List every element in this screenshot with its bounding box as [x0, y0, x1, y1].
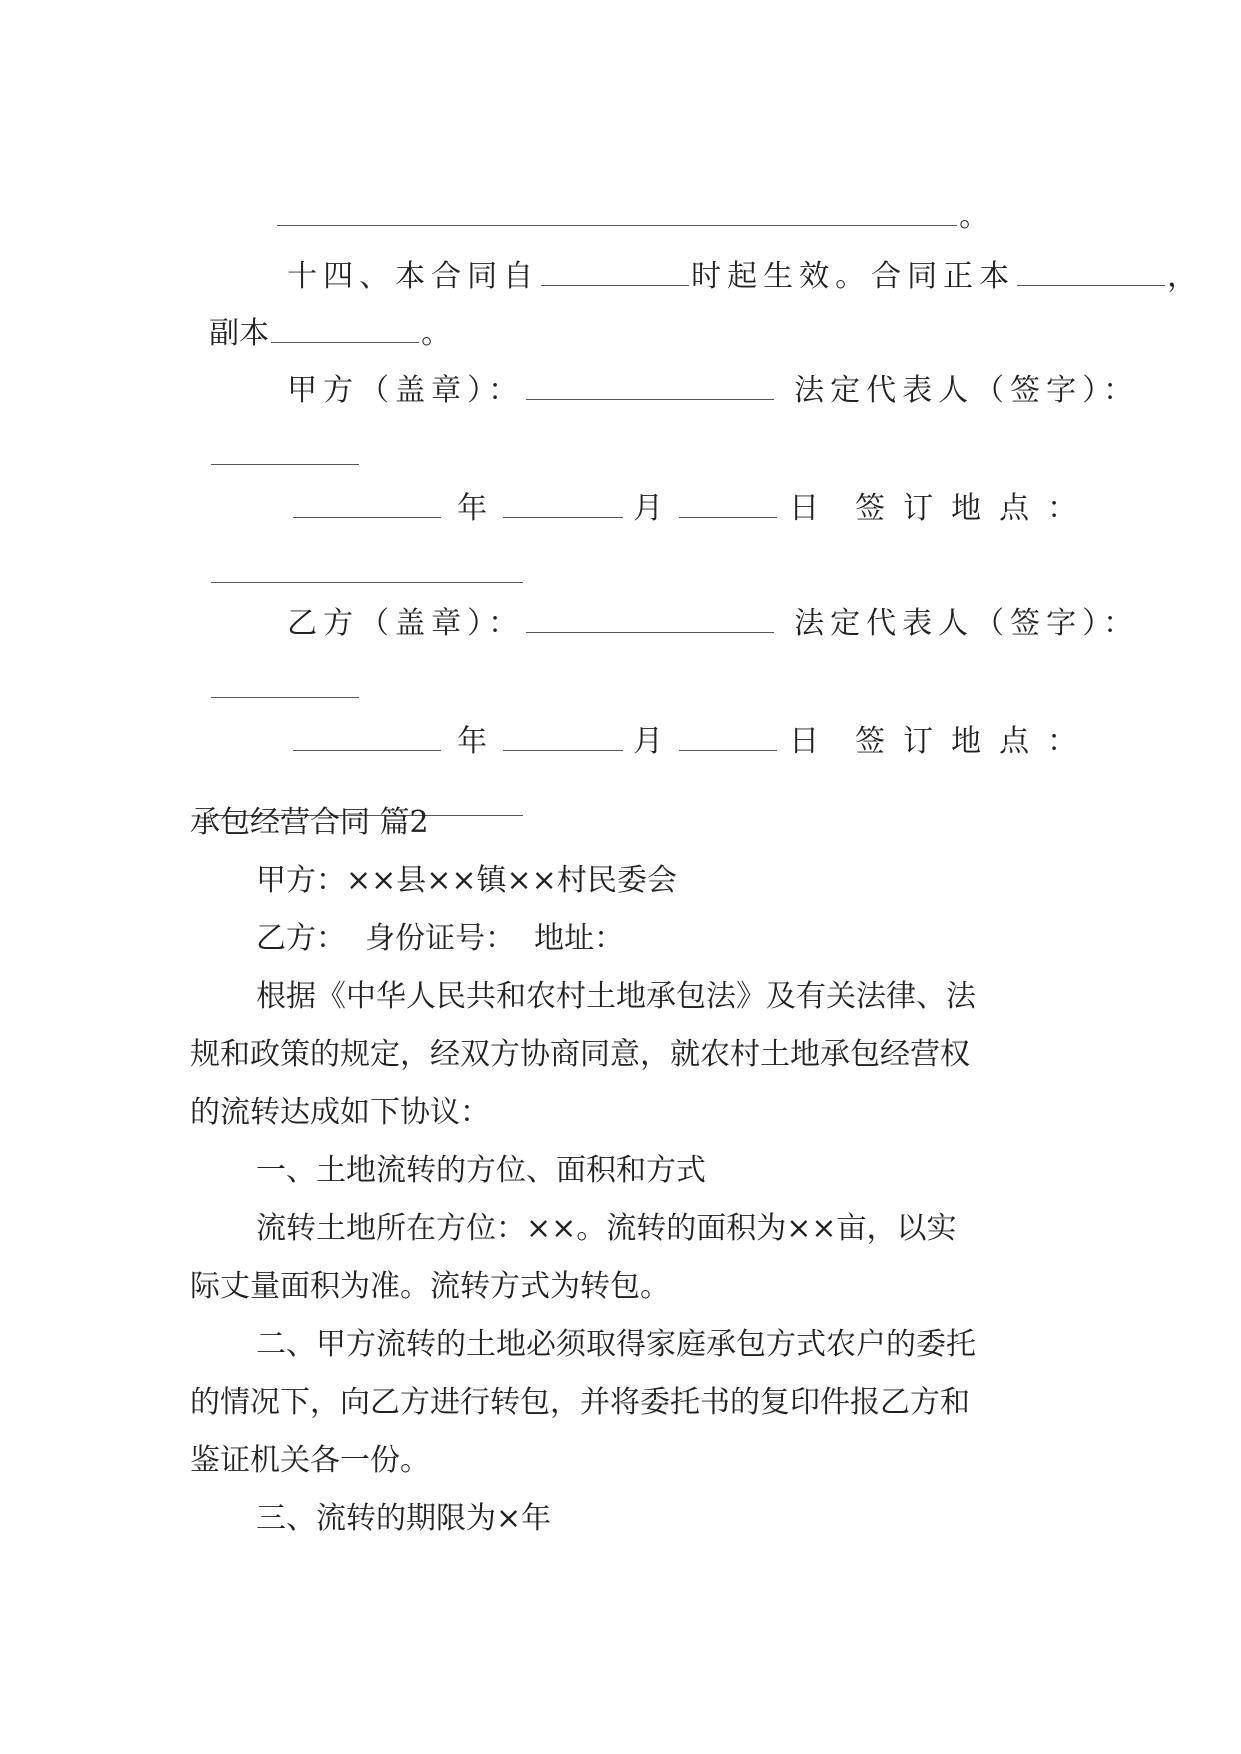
clause-original-text: 时起生效。合同正本	[691, 259, 1016, 294]
section-2-line-2: 的情况下，向乙方进行转包，并将委托书的复印件报乙方和	[190, 1385, 970, 1420]
period-text: 。	[421, 316, 452, 351]
legal-rep-a-label: 法定代表人（签字）：	[794, 373, 1140, 408]
blank-line	[190, 411, 361, 471]
section-1-line-2: 际丈量面积为准。流转方式为转包。	[190, 1269, 670, 1304]
copies-label: 副本	[209, 316, 270, 351]
year-label: 年	[457, 724, 488, 759]
month-label: 月	[633, 491, 664, 526]
fill-blank	[503, 517, 623, 518]
contract-2-party-b: 乙方： 身份证号： 地址：	[256, 921, 625, 956]
party-a-signature-row	[256, 346, 1139, 406]
section-2-line-1: 二、甲方流转的土地必须取得家庭承包方式农户的委托	[256, 1327, 976, 1362]
fill-blank	[271, 342, 419, 343]
month-label: 月	[633, 724, 664, 759]
fill-blank	[503, 750, 623, 751]
copies-clause	[190, 289, 451, 349]
section-2-line-3: 鉴证机关各一份。	[190, 1443, 430, 1478]
party-b-seal-label: 乙方（盖章）：	[287, 606, 525, 641]
fill-blank	[541, 285, 689, 286]
contract-2-intro-line-2: 规和政策的规定，经双方协商同意，就农村土地承包经营权	[190, 1037, 970, 1072]
comma-text: ，	[1167, 259, 1204, 294]
fill-blank	[526, 399, 774, 400]
legal-rep-b-label: 法定代表人（签字）：	[794, 606, 1140, 641]
blank-line-1	[256, 172, 989, 232]
section-1-line-1: 流转土地所在方位：××。流转的面积为××亩，以实	[256, 1211, 957, 1246]
fill-blank	[526, 632, 774, 633]
fill-blank	[679, 750, 777, 751]
fill-blank	[293, 517, 441, 518]
year-label: 年	[457, 491, 488, 526]
date-place-row-a	[272, 464, 1095, 524]
section-1-title: 一、土地流转的方位、面积和方式	[256, 1153, 706, 1188]
fill-blank	[293, 750, 441, 751]
contract-2-intro-line-3: 的流转达成如下协议：	[190, 1095, 490, 1130]
effective-clause	[256, 232, 1203, 292]
signing-place-label: 签订地点：	[855, 491, 1096, 526]
fill-blank	[679, 517, 777, 518]
blank-line	[190, 644, 361, 704]
day-label: 日	[789, 724, 820, 759]
party-a-seal-label: 甲方（盖章）：	[287, 373, 525, 408]
party-b-signature-row	[256, 579, 1139, 639]
fill-blank	[1017, 285, 1165, 286]
day-label: 日	[789, 491, 820, 526]
contract-2-title: 承包经营合同 篇2	[190, 805, 429, 840]
contract-2-intro-line-1: 根据《中华人民共和农村土地承包法》及有关法律、法	[256, 979, 976, 1014]
date-place-row-b	[272, 697, 1095, 757]
signing-place-label: 签订地点：	[855, 724, 1096, 759]
clause-fourteen-text: 十四、本合同自	[287, 259, 540, 294]
contract-2-party-a: 甲方：××县××镇××村民委会	[256, 863, 677, 898]
period-text: 。	[959, 199, 990, 234]
section-3-title: 三、流转的期限为×年	[256, 1501, 552, 1536]
fill-blank	[277, 225, 957, 226]
